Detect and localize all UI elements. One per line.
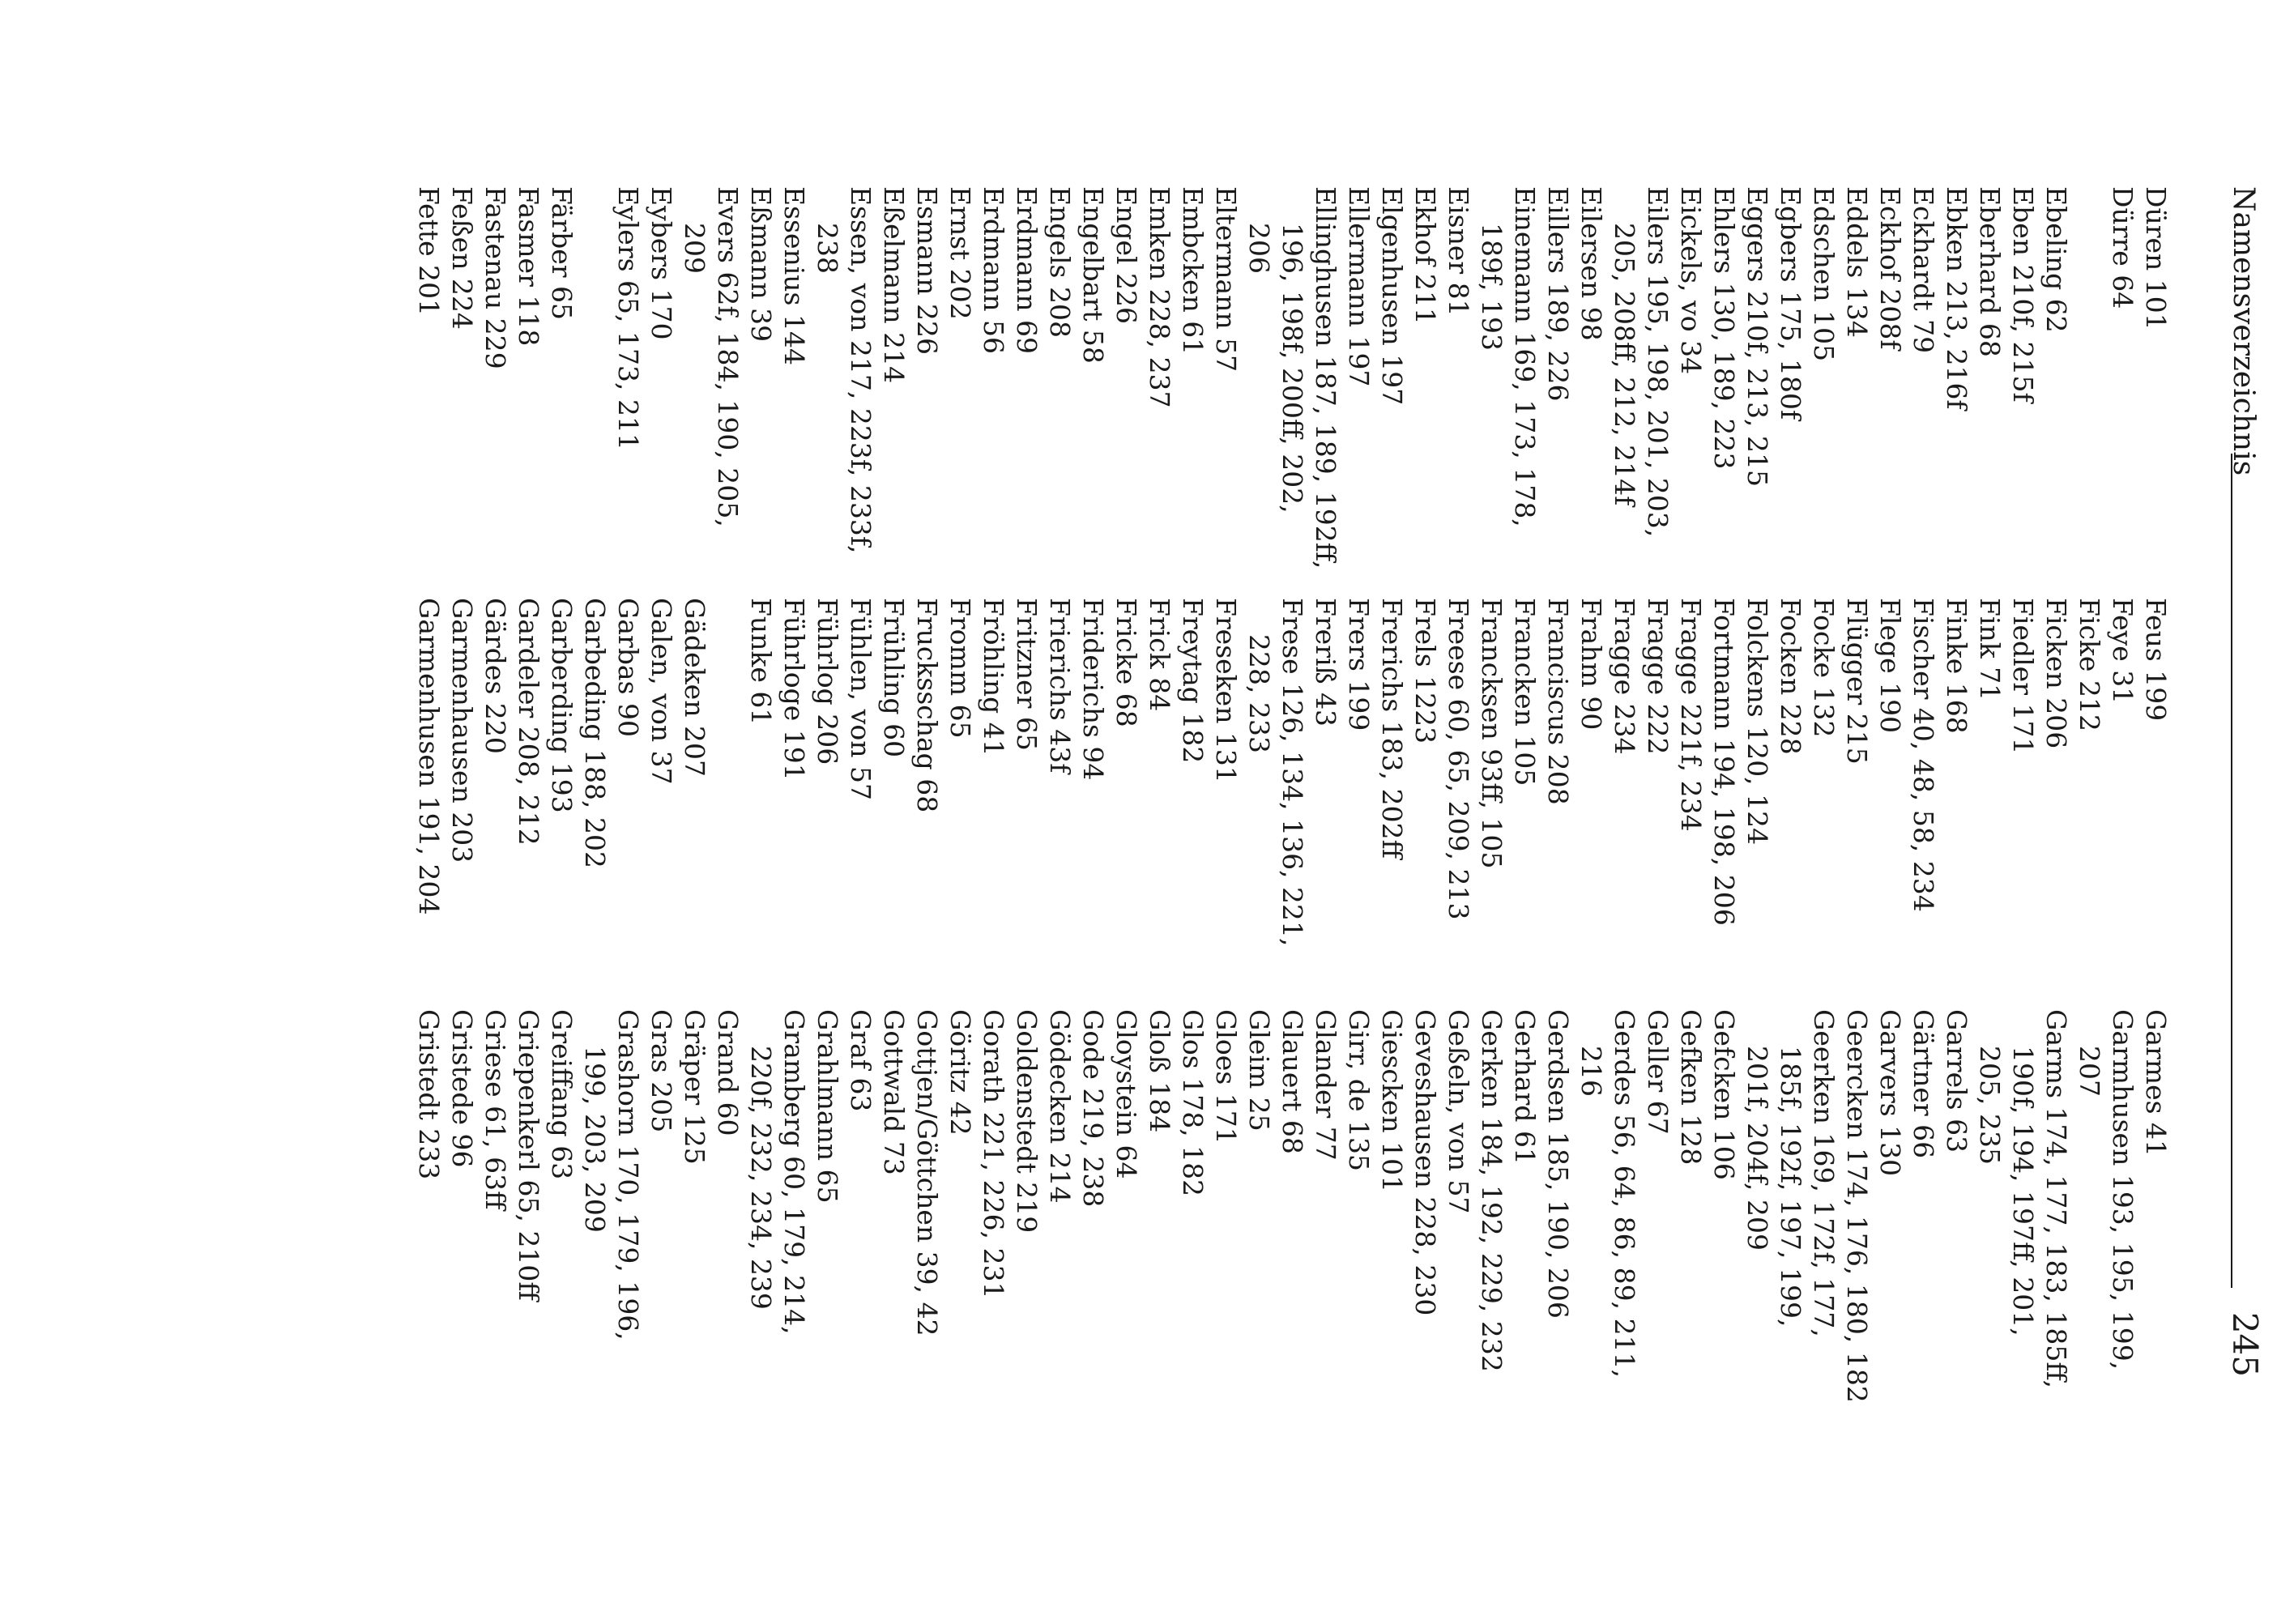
index-entry: Fink 71 <box>1974 598 2006 701</box>
index-entry: Gloß 184 <box>1144 1009 1175 1133</box>
index-column-2 <box>412 598 2172 1003</box>
index-entry: Gras 205 <box>646 1009 677 1133</box>
index-entry: Frühling 60 <box>878 598 910 758</box>
index-entry: Egbers 175, 180f <box>1775 186 1806 420</box>
index-entry: Garmes 41 <box>2140 1009 2172 1157</box>
index-entry: Flege 190 <box>1874 598 1906 734</box>
index-entry: Erdmann 69 <box>1011 186 1043 354</box>
index-entry: Geerken 169, 172f, 177, 185f, 192f, 197, 199, 201f, 204f, 209 <box>1742 1009 1840 1337</box>
index-entry: Färber 65 <box>546 186 578 321</box>
index-entry: Focke 132 <box>1808 598 1840 738</box>
index-entry: Eddels 134 <box>1841 186 1873 338</box>
index-entry: Fricke 68 <box>1111 598 1142 727</box>
index-entry: Eisner 81 <box>1443 186 1474 317</box>
index-entry: Frerichs 183, 202ff <box>1376 598 1408 859</box>
index-entry: Garbeding 188, 202 <box>579 598 611 868</box>
index-entry: Geveshausen 228, 230 <box>1409 1009 1441 1316</box>
index-entry: Freese 60, 65, 209, 213 <box>1443 598 1474 920</box>
index-entry: Einemann 169, 173, 178, 189f, 193 <box>1476 186 1541 527</box>
index-entry: Ebeling 62 <box>2040 186 2072 333</box>
index-entry: Emken 228, 237 <box>1144 186 1175 408</box>
index-entry: Folckens 120, 124 <box>1742 598 1773 846</box>
index-entry: Friderichs 94 <box>1077 598 1109 781</box>
index-entry: Gerken 184, 192, 229, 232 <box>1476 1009 1507 1372</box>
index-entry: Eilersen 98 <box>1576 186 1607 341</box>
index-entry: Ficke 212 <box>2074 598 2105 731</box>
index-entry: Fröhling 41 <box>978 598 1009 757</box>
index-entry: Francken 105 <box>1509 598 1541 786</box>
index-entry: Fromm 65 <box>944 598 976 739</box>
section-gap <box>578 186 612 591</box>
index-entry: Gloystein 64 <box>1111 1009 1142 1179</box>
index-entry: Galen, von 37 <box>646 598 677 785</box>
index-entry: Gottwald 73 <box>878 1009 910 1175</box>
index-entry: Engels 208 <box>1044 186 1076 338</box>
index-entry: Frels 1223 <box>1409 598 1441 744</box>
index-entry: Garvers 130 <box>1874 1009 1906 1177</box>
index-entry: Gärtner 66 <box>1908 1009 1939 1159</box>
index-entry: Gefcken 106 <box>1708 1009 1740 1180</box>
index-entry: Fischer 40, 48, 58, 234 <box>1908 598 1939 912</box>
index-entry: Glos 178, 182 <box>1177 1009 1209 1197</box>
index-entry: Finke 168 <box>1941 598 1972 734</box>
index-entry: Garrels 63 <box>1941 1009 1972 1153</box>
index-entry: Fragge 222 <box>1642 598 1674 755</box>
index-entry: Eillers 189, 226 <box>1542 186 1574 402</box>
index-entry: Freytag 182 <box>1177 598 1209 764</box>
index-entry: Eylers 65, 173, 211 <box>612 186 644 450</box>
index-entry: Freriß 43 <box>1310 598 1341 727</box>
index-entry: Fette 201 <box>413 186 445 317</box>
index-entry: Ehlers 130, 189, 223 <box>1708 186 1740 470</box>
index-entry: Garms 174, 177, 183, 185ff, 190f, 194, 197ff, 201, 205, 235 <box>1974 1009 2072 1389</box>
header-rule <box>2231 454 2232 1288</box>
index-entry: Gorath 221, 226, 231 <box>978 1009 1009 1299</box>
index-entry: Ebken 213, 216f <box>1941 186 1972 410</box>
index-entry: Fastenau 229 <box>480 186 511 369</box>
index-entry: Esmann 226 <box>911 186 943 355</box>
index-entry: Fortmann 194, 198, 206 <box>1708 598 1740 926</box>
index-entry: Franciscus 208 <box>1542 598 1574 805</box>
index-entry: Frucksschag 68 <box>911 598 943 813</box>
index-entry: Griepenkerl 65, 210ff <box>513 1009 544 1301</box>
index-entry: Funke 61 <box>745 598 777 726</box>
index-entry: Eben 210f, 215f <box>2007 186 2039 403</box>
index-entry: Gottjen/Göttchen 39, 42 <box>911 1009 943 1336</box>
index-entry: Eggers 210f, 213, 215 <box>1742 186 1773 488</box>
index-entry: Fasmer 118 <box>513 186 544 347</box>
index-entry: Ernst 202 <box>944 186 976 320</box>
index-entry: Goldenstedt 219 <box>1011 1009 1043 1234</box>
index-entry: Gärdes 220 <box>480 598 511 754</box>
index-entry: Gödecken 214 <box>1044 1009 1076 1204</box>
index-entry: Fragge 234 <box>1609 598 1640 755</box>
index-entry: Flügger 215 <box>1841 598 1873 765</box>
page-header <box>2221 186 2265 1377</box>
running-title: Namensverzeichnis <box>2227 186 2260 476</box>
index-entry: Glauert 68 <box>1277 1009 1308 1154</box>
index-entry: Düren 101 <box>2140 186 2172 330</box>
index-entry: Erdmann 56 <box>978 186 1009 354</box>
index-entry: Engelbart 58 <box>1077 186 1109 364</box>
index-entry: Embcken 61 <box>1177 186 1209 356</box>
index-entry: Gräper 125 <box>679 1009 710 1165</box>
index-entry: Frahm 90 <box>1576 598 1607 731</box>
index-entry: Essenius 144 <box>778 186 810 365</box>
index-entry: Fühlen, von 57 <box>845 598 876 800</box>
index-entry: Eßmann 39 <box>745 186 777 343</box>
index-entry: Geercken 174, 176, 180, 182 <box>1841 1009 1873 1403</box>
page-number: 245 <box>2225 1311 2265 1377</box>
index-entry: Gloes 171 <box>1210 1009 1242 1144</box>
index-entry: Gode 219, 238 <box>1077 1009 1109 1208</box>
index-entry: Ellinghusen 187, 189, 192ff, 196, 198f, 200ff, 202, 206 <box>1243 186 1341 569</box>
index-entry: Gefken 128 <box>1675 1009 1707 1166</box>
index-entry: Essen, von 217, 223f, 233f, 238 <box>812 186 876 554</box>
index-entry: Ellermann 197 <box>1343 186 1375 387</box>
index-entry: Grand 60 <box>712 1009 744 1136</box>
index-entry: Eckhof 208f <box>1874 186 1906 350</box>
index-entry: Francksen 93ff, 105 <box>1476 598 1507 869</box>
index-entry: Eberhard 68 <box>1974 186 2006 357</box>
index-entry: Fiedler 171 <box>2007 598 2039 755</box>
index-entry: Fritzner 65 <box>1011 598 1043 751</box>
index-entry: Feye 31 <box>2107 598 2138 705</box>
index-entry: Focken 228 <box>1775 598 1806 755</box>
index-column-3 <box>412 1009 2172 1414</box>
index-entry: Gleim 25 <box>1243 1009 1275 1132</box>
index-entry: Edschen 105 <box>1808 186 1840 362</box>
index-entry: Giescken 101 <box>1376 1009 1408 1193</box>
index-entry: Girr, de 135 <box>1343 1009 1375 1171</box>
index-entry: Eilers 195, 198, 201, 203, 205, 208ff, 212, 214f <box>1609 186 1674 538</box>
index-entry: Gädeken 207 <box>679 598 710 777</box>
index-entry: Eckhardt 79 <box>1908 186 1939 354</box>
index-entry: Eybers 170 <box>646 186 677 340</box>
index-entry: Glander 77 <box>1310 1009 1341 1161</box>
index-entry: Greiffang 63 <box>546 1009 578 1180</box>
index-entry: Evers 62f, 184, 190, 205, 209 <box>679 186 744 527</box>
index-column-1 <box>412 186 2172 591</box>
index-entry: Graf 63 <box>845 1009 876 1112</box>
section-gap <box>711 598 744 1003</box>
index-entry: Dürre 64 <box>2107 186 2138 309</box>
index-entry: Ficken 206 <box>2040 598 2072 749</box>
index-entry: Geller 67 <box>1642 1009 1674 1135</box>
index-entry: Feßen 224 <box>446 186 478 330</box>
index-entry: Frick 84 <box>1144 598 1175 712</box>
index-entry: Gerhard 61 <box>1509 1009 1541 1165</box>
index-entry: Führloge 191 <box>778 598 810 781</box>
index-entry: Gramberg 60, 179, 214, 220f, 232, 234, 239 <box>745 1009 810 1335</box>
index-entry: Führlog 206 <box>812 598 843 765</box>
index-entry: Frierichs 43f <box>1044 598 1076 774</box>
index-entry: Garberding 193 <box>546 598 578 813</box>
index-entry: Gardeler 208, 212 <box>513 598 544 846</box>
index-entry: Frers 199 <box>1343 598 1375 731</box>
index-entry: Göritz 42 <box>944 1009 976 1136</box>
index-entry: Eickels, vo 34 <box>1675 186 1707 375</box>
index-entry: Grahlmann 65 <box>812 1009 843 1204</box>
index-entry: Freseken 131 <box>1210 598 1242 783</box>
index-entry: Eltermann 57 <box>1210 186 1242 373</box>
index-entry: Elgenhusen 197 <box>1376 186 1408 406</box>
index-entry: Grashorn 170, 179, 196, 199, 203, 209 <box>579 1009 644 1341</box>
index-entry: Geßeln, von 57 <box>1443 1009 1474 1214</box>
index-entry: Garmenhausen 203 <box>446 598 478 863</box>
index-entry: Gristede 96 <box>446 1009 478 1168</box>
index-entry: Gerdes 56, 64, 86, 89, 211, 216 <box>1576 1009 1640 1379</box>
index-entry: Garmenhusen 191, 204 <box>413 598 445 915</box>
index-entry: Garmhusen 193, 195, 199, 207 <box>2074 1009 2138 1370</box>
index-entry: Eßelmann 214 <box>878 186 910 384</box>
index-entry: Gristedt 233 <box>413 1009 445 1180</box>
index-entry: Feus 199 <box>2140 598 2172 722</box>
index-entry: Engel 226 <box>1111 186 1142 325</box>
section-gap <box>2073 186 2106 591</box>
index-entry: Garbas 90 <box>612 598 644 738</box>
index-entry: Frese 126, 134, 136, 221, 228, 233 <box>1243 598 1308 947</box>
index-entry: Gerdsen 185, 190, 206 <box>1542 1009 1574 1319</box>
index-entry: Fragge 221f, 234 <box>1675 598 1707 832</box>
index-entry: Ekhof 211 <box>1409 186 1441 325</box>
index-entry: Griese 61, 63ff <box>480 1009 511 1210</box>
